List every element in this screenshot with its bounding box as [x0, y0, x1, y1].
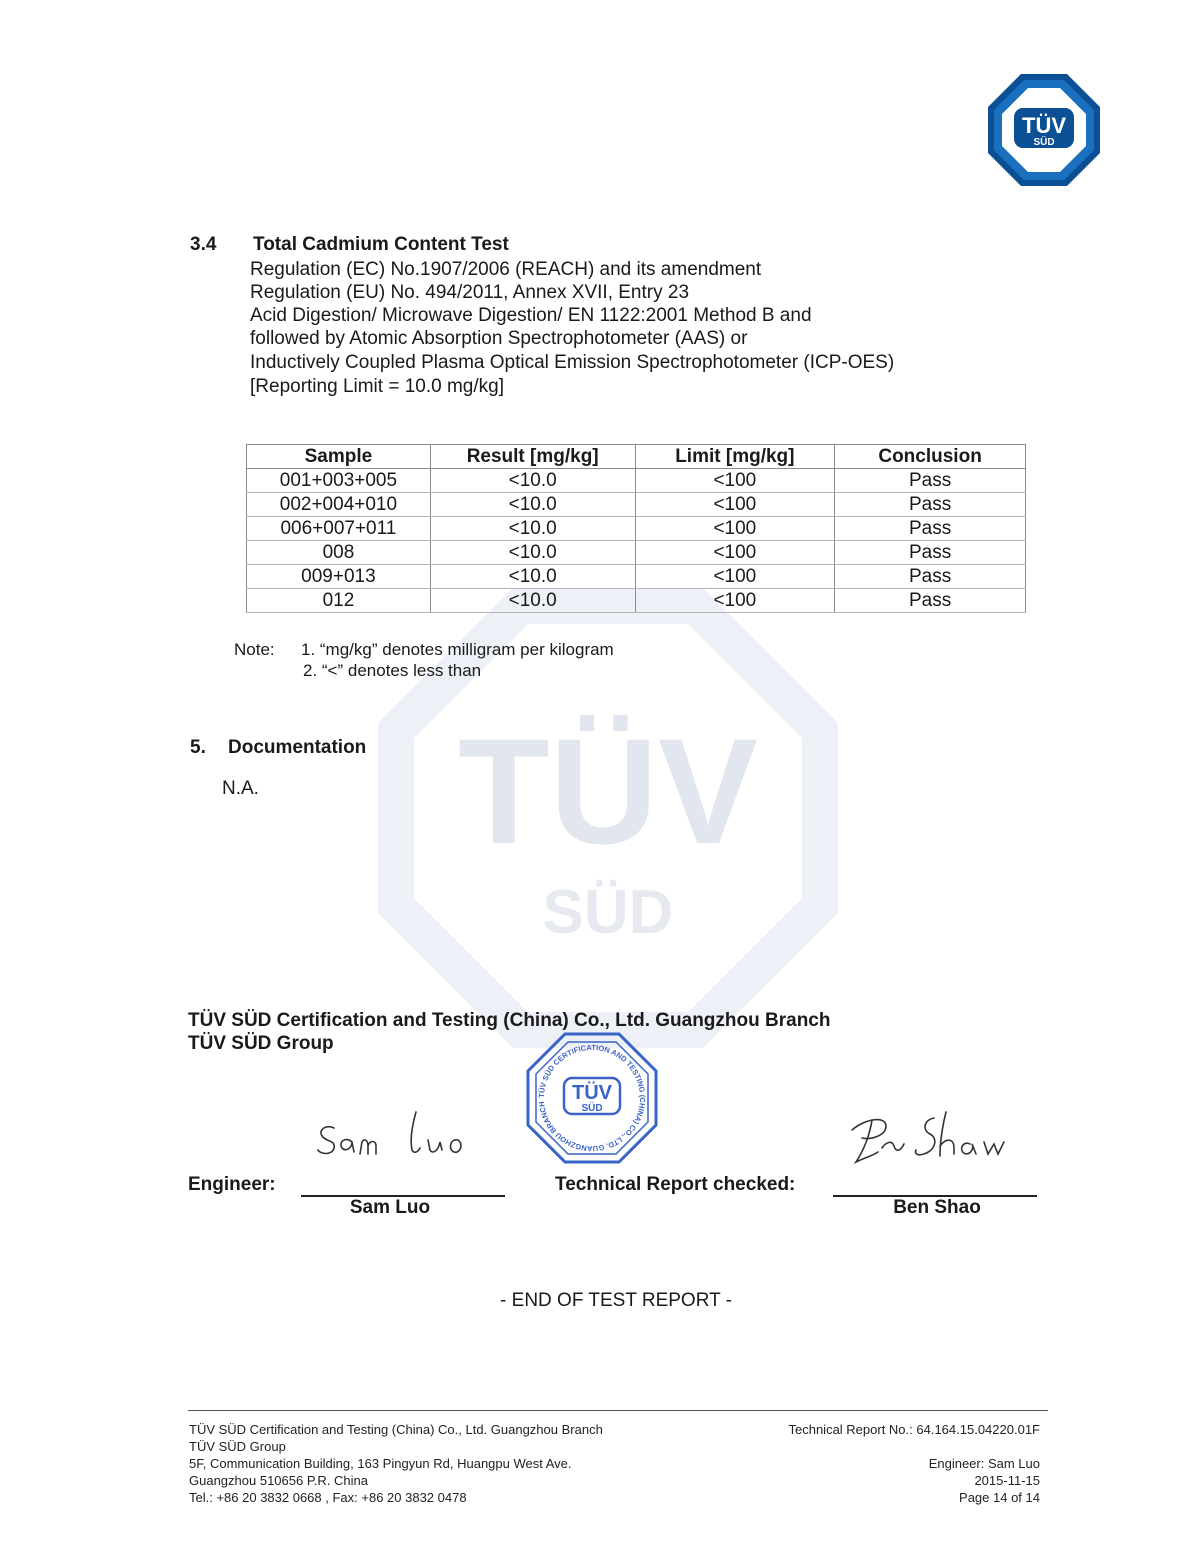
- company-group: TÜV SÜD Group: [188, 1033, 334, 1054]
- cell-limit: <100: [635, 589, 835, 613]
- section-title: Total Cadmium Content Test: [253, 234, 509, 255]
- cell-result: <10.0: [430, 493, 635, 517]
- cell-conclusion: Pass: [835, 517, 1026, 541]
- company-seal: [526, 1032, 658, 1164]
- cell-sample: 006+007+011: [247, 517, 431, 541]
- watermark-bottom-text: SÜD: [542, 878, 674, 947]
- footer-line: Tel.: +86 20 3832 0668 , Fax: +86 20 3832 0478: [189, 1490, 467, 1505]
- cell-limit: <100: [635, 541, 835, 565]
- table-header-row: [247, 445, 1026, 469]
- table-row: [247, 541, 1026, 565]
- cell-result: <10.0: [430, 541, 635, 565]
- watermark-top-text: TÜV: [458, 707, 758, 875]
- header-result: Result [mg/kg]: [430, 445, 635, 469]
- note-label: Note:: [234, 640, 275, 659]
- cell-conclusion: Pass: [835, 541, 1026, 565]
- cell-result: <10.0: [430, 469, 635, 493]
- seal-top-text: TÜV: [572, 1082, 612, 1104]
- header-sample: Sample: [247, 445, 431, 469]
- table-row: [247, 565, 1026, 589]
- footer-line: TÜV SÜD Certification and Testing (China) Co., Ltd. Guangzhou Branch: [189, 1422, 603, 1437]
- reporting-limit: [Reporting Limit = 10.0 mg/kg]: [250, 376, 504, 397]
- cell-limit: <100: [635, 493, 835, 517]
- footer-line: 5F, Communication Building, 163 Pingyun Rd, Huangpu West Ave.: [189, 1456, 572, 1471]
- footer-address: [189, 1421, 603, 1506]
- tuv-sud-logo: [988, 74, 1100, 186]
- footer-engineer: Engineer: Sam Luo: [928, 1456, 1040, 1471]
- method-line: Acid Digestion/ Microwave Digestion/ EN 1122:2001 Method B and: [250, 305, 812, 326]
- cell-sample: 002+004+010: [247, 493, 431, 517]
- seal-bottom-text: SÜD: [581, 1103, 603, 1114]
- cell-conclusion: Pass: [835, 469, 1026, 493]
- cell-conclusion: Pass: [835, 589, 1026, 613]
- logo-bottom-text: SÜD: [1033, 137, 1055, 148]
- documentation-body: N.A.: [222, 778, 259, 799]
- method-line: followed by Atomic Absorption Spectrophotometer (AAS) or: [250, 328, 748, 349]
- table-row: [247, 493, 1026, 517]
- method-line: Regulation (EC) No.1907/2006 (REACH) and its amendment: [250, 259, 762, 280]
- page-number: Page 14 of 14: [959, 1490, 1040, 1505]
- cell-limit: <100: [635, 469, 835, 493]
- company-name: TÜV SÜD Certification and Testing (China) Co., Ltd. Guangzhou Branch: [188, 1010, 831, 1031]
- cell-result: <10.0: [430, 565, 635, 589]
- cell-conclusion: Pass: [835, 493, 1026, 517]
- header-limit: Limit [mg/kg]: [635, 445, 835, 469]
- section-title: Documentation: [228, 737, 367, 758]
- note-item: 1. “mg/kg” denotes milligram per kilogram: [301, 640, 614, 659]
- report-number: Technical Report No.: 64.164.15.04220.01F: [788, 1422, 1040, 1437]
- footer-report-info: [788, 1421, 1040, 1506]
- checker-label: Technical Report checked:: [555, 1174, 796, 1195]
- cell-sample: 001+003+005: [247, 469, 431, 493]
- table-row: [247, 589, 1026, 613]
- end-of-report: - END OF TEST REPORT -: [500, 1290, 732, 1311]
- method-line: Inductively Coupled Plasma Optical Emission Spectrophotometer (ICP-OES): [250, 352, 895, 373]
- footer-divider: [188, 1410, 1048, 1411]
- checker-signature: [842, 1104, 1018, 1170]
- cell-result: <10.0: [430, 589, 635, 613]
- method-line: Regulation (EU) No. 494/2011, Annex XVII, Entry 23: [250, 282, 690, 303]
- cell-sample: 012: [247, 589, 431, 613]
- seal-ring-text: TÜV SÜD CERTIFICATION AND TESTING (CHINA) CO., LTD. GUANGZHOU BRANCH: [536, 1042, 648, 1154]
- results-table: [246, 444, 1026, 613]
- section-number: 3.4: [190, 234, 217, 255]
- table-row: [247, 469, 1026, 493]
- cell-sample: 008: [247, 541, 431, 565]
- note-item: 2. “<” denotes less than: [303, 661, 482, 680]
- table-row: [247, 517, 1026, 541]
- logo-top-text: TÜV: [1022, 113, 1066, 138]
- footer-line: Guangzhou 510656 P.R. China: [189, 1473, 369, 1488]
- section-number: 5.: [190, 737, 206, 758]
- cell-conclusion: Pass: [835, 565, 1026, 589]
- engineer-signature: [312, 1102, 482, 1166]
- report-date: 2015-11-15: [974, 1473, 1040, 1488]
- checker-name: Ben Shao: [893, 1197, 981, 1218]
- header-conclusion: Conclusion: [835, 445, 1026, 469]
- cell-sample: 009+013: [247, 565, 431, 589]
- footer-line: TÜV SÜD Group: [189, 1439, 286, 1454]
- cell-limit: <100: [635, 517, 835, 541]
- engineer-label: Engineer:: [188, 1174, 276, 1195]
- cell-result: <10.0: [430, 517, 635, 541]
- cell-limit: <100: [635, 565, 835, 589]
- engineer-name: Sam Luo: [349, 1197, 431, 1218]
